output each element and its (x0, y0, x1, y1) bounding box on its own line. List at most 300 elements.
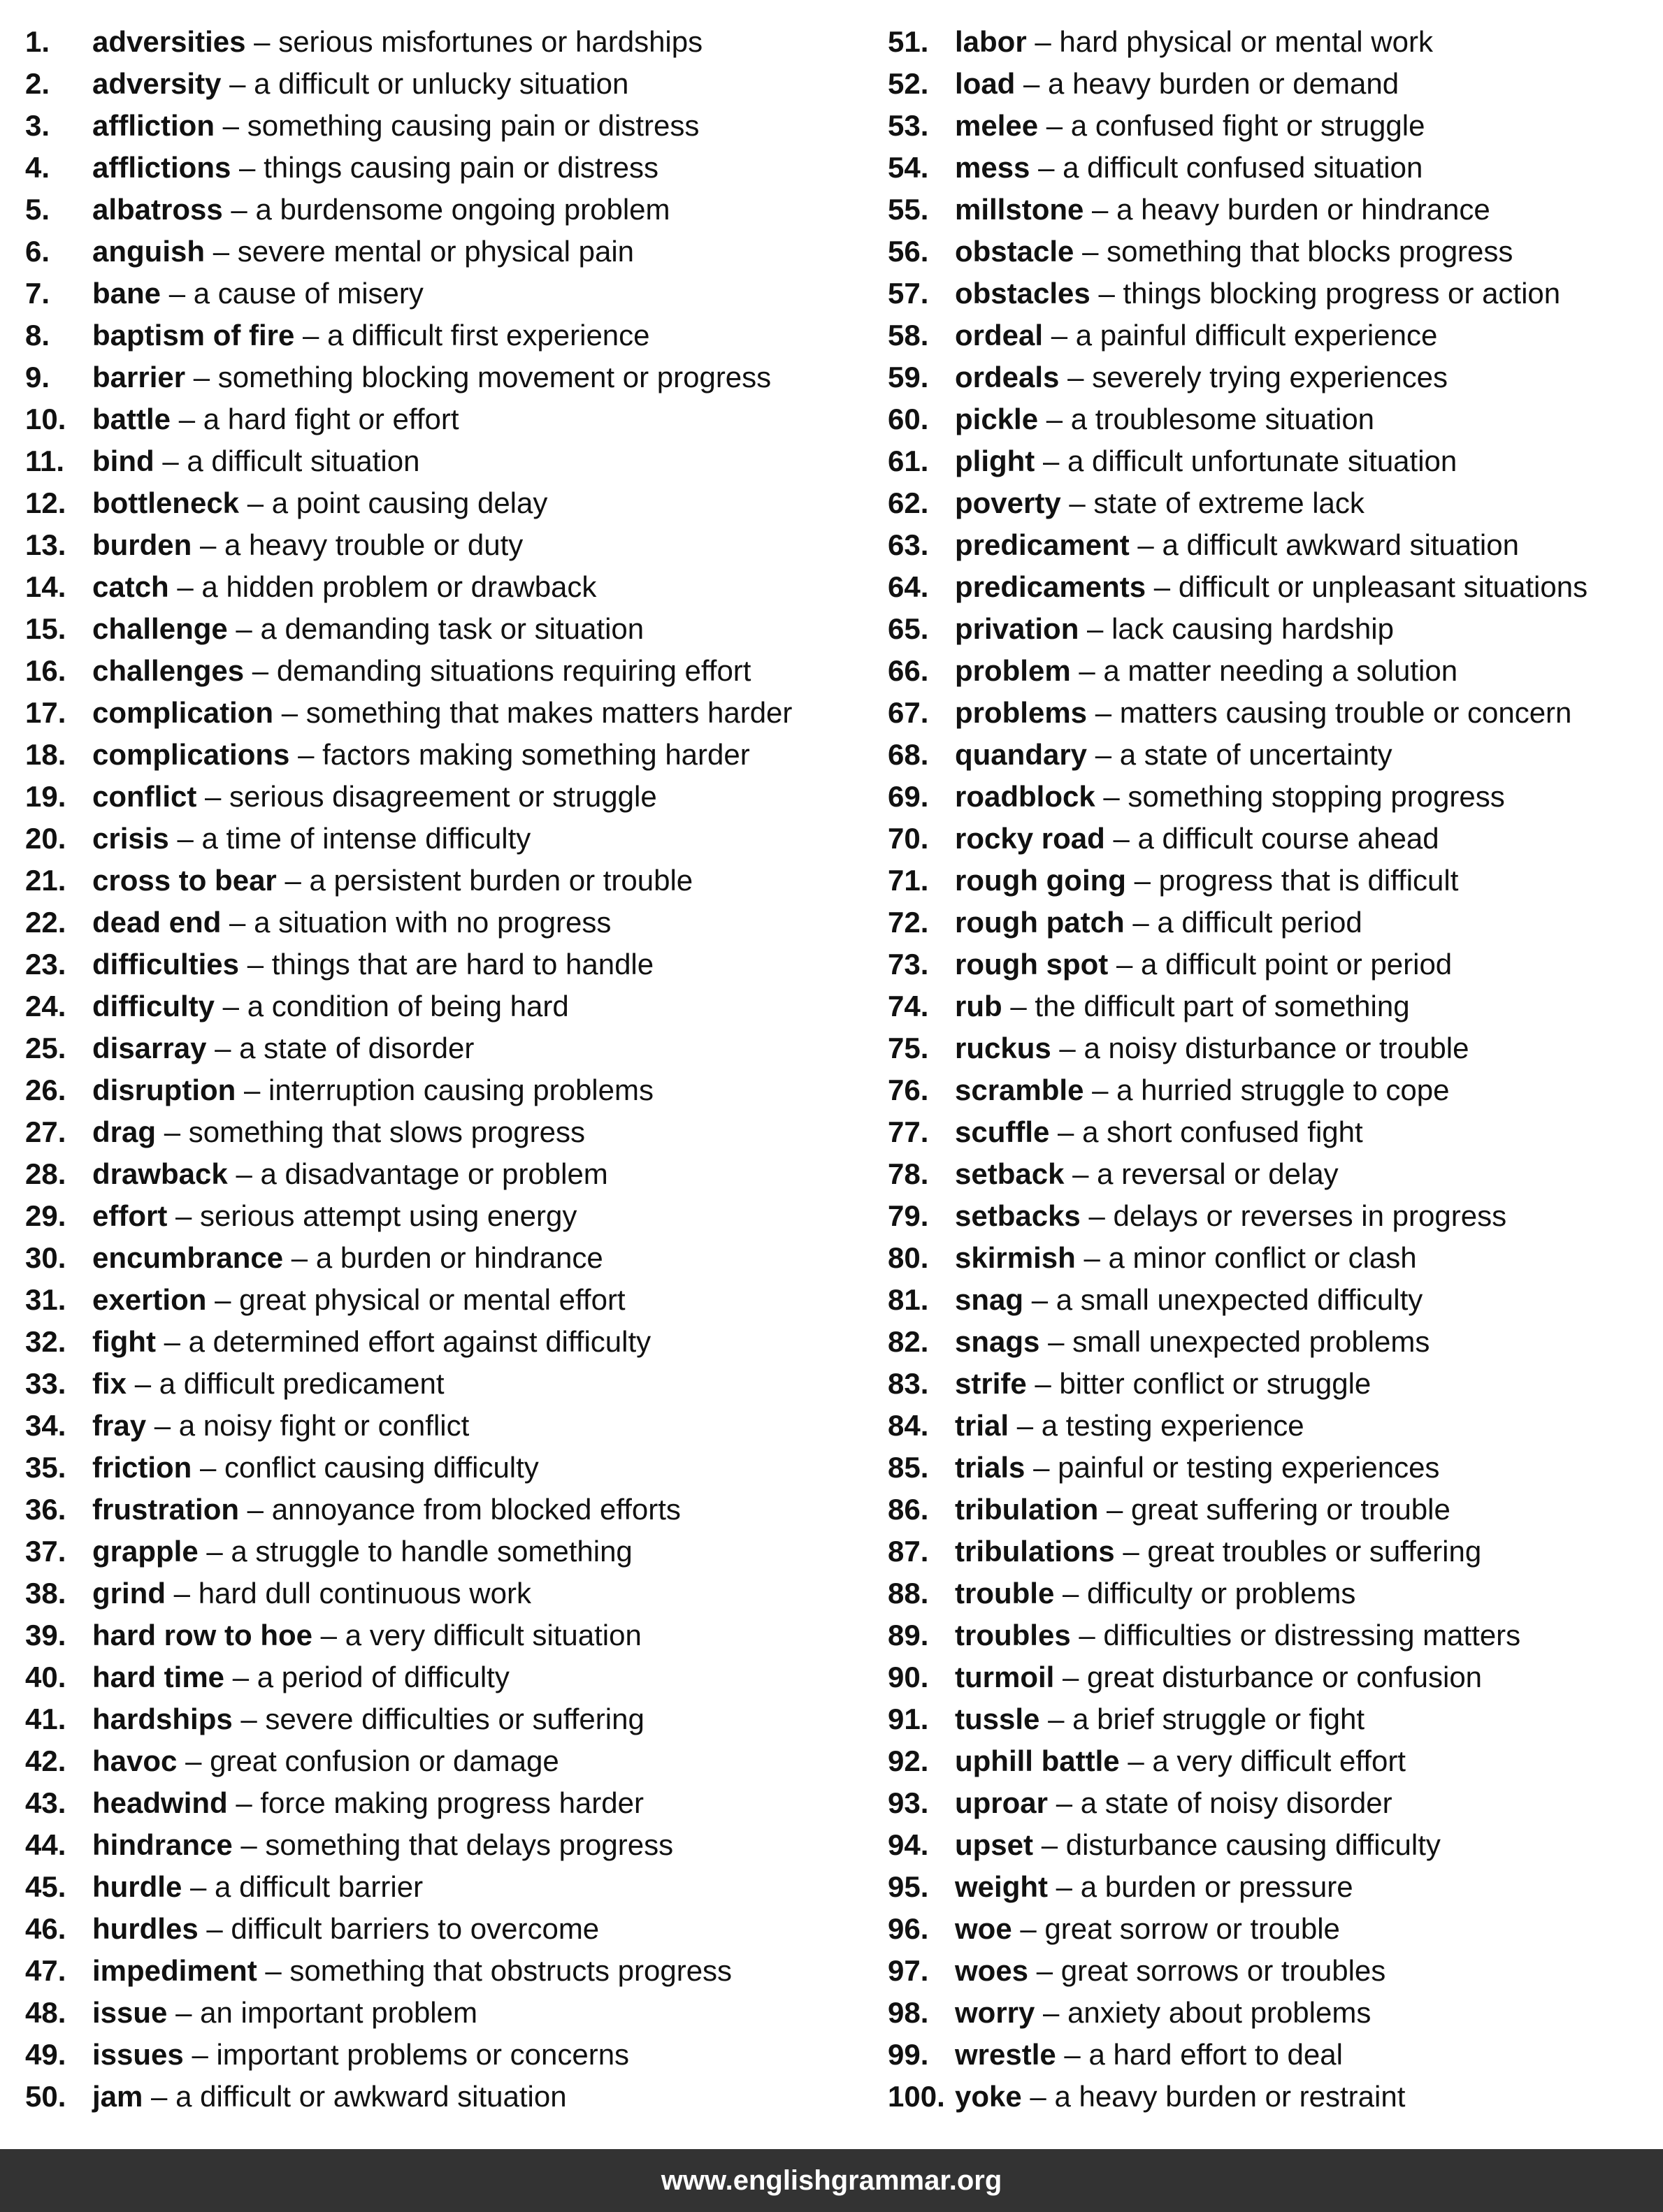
item-word: hurdles (92, 1912, 199, 1945)
list-item (25, 944, 857, 985)
item-text (92, 1950, 732, 1992)
item-text (955, 231, 1513, 273)
item-text (955, 1279, 1423, 1321)
item-text (92, 985, 569, 1027)
item-definition: a confused fight or struggle (1070, 109, 1425, 142)
item-number: 64. (888, 570, 929, 603)
item-definition: force making progress harder (260, 1786, 644, 1819)
item-definition: a hurried struggle to cope (1116, 1074, 1450, 1106)
item-definition: great sorrows or troubles (1060, 1954, 1386, 1987)
item-definition: factors making something harder (322, 738, 750, 771)
item-number: 38. (25, 1577, 66, 1610)
item-number: 84. (888, 1409, 929, 1442)
list-item (25, 818, 857, 860)
item-separator: – (222, 990, 240, 1022)
item-word: strife (955, 1367, 1027, 1400)
item-text (955, 776, 1505, 818)
item-separator: – (1063, 1661, 1079, 1693)
item-separator: – (151, 2080, 168, 2113)
item-text (92, 1573, 531, 1614)
list-item (25, 1573, 857, 1614)
item-number: 20. (25, 822, 66, 855)
item-separator: – (215, 1283, 231, 1316)
item-word: disarray (92, 1032, 207, 1064)
item-word: hard row to hoe (92, 1619, 312, 1651)
list-item (25, 231, 857, 273)
item-definition: a small unexpected difficulty (1056, 1283, 1423, 1316)
item-number: 1. (25, 25, 50, 58)
item-text (92, 1237, 603, 1279)
item-word: setback (955, 1157, 1065, 1190)
item-separator: – (185, 1744, 202, 1777)
item-word: plight (955, 444, 1035, 477)
item-number: 5. (25, 193, 50, 226)
item-definition: something that delays progress (265, 1828, 674, 1861)
item-word: frustration (92, 1493, 239, 1526)
list-item (888, 1908, 1657, 1950)
item-word: grapple (92, 1535, 199, 1568)
item-number: 60. (888, 403, 929, 435)
item-definition: things that are hard to handle (271, 948, 654, 981)
item-separator: – (215, 1032, 231, 1064)
item-word: bane (92, 277, 161, 310)
item-text (955, 1573, 1355, 1614)
item-text (92, 2034, 629, 2076)
item-separator: – (285, 864, 301, 897)
item-number: 52. (888, 67, 929, 100)
item-number: 36. (25, 1493, 66, 1526)
item-definition: difficulty or problems (1087, 1577, 1356, 1610)
item-separator: – (1033, 1451, 1050, 1484)
item-definition: a difficult first experience (327, 319, 650, 352)
item-word: privation (955, 612, 1079, 645)
item-separator: – (1038, 151, 1055, 184)
list-item (888, 1950, 1657, 1992)
item-definition: a hidden problem or drawback (201, 570, 597, 603)
list-item (25, 650, 857, 692)
item-number: 12. (25, 486, 66, 519)
item-separator: – (162, 444, 179, 477)
item-word: difficulties (92, 948, 240, 981)
item-word: rough patch (955, 906, 1125, 939)
list-item (888, 818, 1657, 860)
item-text (92, 482, 547, 524)
item-definition: a burden or hindrance (315, 1241, 603, 1274)
item-definition: things causing pain or distress (264, 151, 659, 184)
item-definition: state of extreme lack (1093, 486, 1365, 519)
item-number: 27. (25, 1115, 66, 1148)
item-separator: – (1103, 780, 1120, 813)
item-separator: – (320, 1619, 338, 1651)
list-item (888, 1489, 1657, 1531)
item-text (955, 1531, 1481, 1573)
list-item (25, 566, 857, 608)
item-separator: – (206, 1535, 223, 1568)
item-number: 63. (888, 528, 929, 561)
item-separator: – (1088, 1199, 1105, 1232)
item-definition: something blocking movement or progress (217, 361, 772, 393)
item-word: complication (92, 696, 274, 729)
word-list-column-left (25, 21, 857, 2118)
list-item (25, 1111, 857, 1153)
list-item (25, 1531, 857, 1573)
item-number: 59. (888, 361, 929, 393)
item-text (955, 1069, 1449, 1111)
item-separator: – (254, 25, 271, 58)
item-definition: a minor conflict or clash (1108, 1241, 1417, 1274)
item-number: 50. (25, 2080, 66, 2113)
item-definition: a difficult or unlucky situation (254, 67, 629, 100)
item-number: 44. (25, 1828, 66, 1861)
item-separator: – (1153, 570, 1171, 603)
item-word: roadblock (955, 780, 1095, 813)
item-word: burden (92, 528, 192, 561)
item-text (955, 692, 1571, 734)
item-separator: – (229, 906, 246, 939)
item-definition: a painful difficult experience (1075, 319, 1438, 352)
list-item (25, 1447, 857, 1489)
item-text (92, 1069, 654, 1111)
item-word: rough spot (955, 948, 1109, 981)
list-item (25, 524, 857, 566)
item-number: 46. (25, 1912, 66, 1945)
item-word: afflictions (92, 151, 231, 184)
list-item (888, 692, 1657, 734)
item-text (92, 356, 771, 398)
item-separator: – (1137, 528, 1154, 561)
item-word: snags (955, 1325, 1040, 1358)
item-separator: – (1106, 1493, 1123, 1526)
item-number: 23. (25, 948, 66, 981)
item-number: 95. (888, 1870, 929, 1903)
list-item (25, 1195, 857, 1237)
item-word: woes (955, 1954, 1029, 1987)
item-text (955, 1950, 1385, 1992)
item-number: 7. (25, 277, 50, 310)
item-separator: – (1031, 1283, 1049, 1316)
item-definition: severe mental or physical pain (237, 235, 635, 268)
item-word: trials (955, 1451, 1025, 1484)
item-word: challenge (92, 612, 228, 645)
item-number: 98. (888, 1996, 929, 2029)
item-number: 91. (888, 1703, 929, 1735)
item-separator: – (192, 2038, 208, 2071)
item-number: 97. (888, 1954, 929, 1987)
item-word: albatross (92, 193, 223, 226)
item-text (92, 1782, 644, 1824)
item-word: turmoil (955, 1661, 1055, 1693)
item-number: 55. (888, 193, 929, 226)
item-separator: – (173, 1577, 191, 1610)
item-definition: a difficult point or period (1141, 948, 1453, 981)
list-item (888, 1069, 1657, 1111)
item-separator: – (154, 1409, 171, 1442)
item-definition: a state of noisy disorder (1080, 1786, 1392, 1819)
item-word: tribulation (955, 1493, 1099, 1526)
item-separator: – (1064, 2038, 1081, 2071)
item-definition: a difficult predicament (159, 1367, 445, 1400)
item-definition: hard dull continuous work (198, 1577, 531, 1610)
item-word: tribulations (955, 1535, 1115, 1568)
list-item (25, 692, 857, 734)
item-number: 8. (25, 319, 50, 352)
item-definition: severe difficulties or suffering (265, 1703, 645, 1735)
item-separator: – (1132, 906, 1149, 939)
item-word: crisis (92, 822, 169, 855)
item-word: jam (92, 2080, 143, 2113)
item-word: hindrance (92, 1828, 233, 1861)
item-separator: – (1058, 1115, 1074, 1148)
item-text (955, 273, 1560, 315)
item-word: ordeal (955, 319, 1044, 352)
item-word: quandary (955, 738, 1088, 771)
item-word: issue (92, 1996, 168, 2029)
item-word: dead end (92, 906, 222, 939)
list-item (25, 902, 857, 944)
item-word: obstacles (955, 277, 1090, 310)
item-separator: – (1046, 109, 1063, 142)
item-separator: – (222, 109, 240, 142)
item-text (955, 944, 1452, 985)
item-text (955, 524, 1519, 566)
item-number: 31. (25, 1283, 66, 1316)
item-word: adversities (92, 25, 246, 58)
item-text (92, 398, 459, 440)
item-definition: the difficult part of something (1035, 990, 1410, 1022)
item-text (92, 1363, 445, 1405)
item-word: weight (955, 1870, 1048, 1903)
footer-url[interactable]: www.englishgrammar.org (661, 2165, 1002, 2196)
item-text (955, 1782, 1392, 1824)
item-word: obstacle (955, 235, 1074, 268)
item-separator: – (1046, 403, 1063, 435)
item-text (92, 1489, 681, 1531)
item-word: fight (92, 1325, 156, 1358)
item-separator: – (252, 654, 269, 687)
item-text (955, 1363, 1371, 1405)
item-number: 53. (888, 109, 929, 142)
item-separator: – (1051, 319, 1068, 352)
item-number: 9. (25, 361, 50, 393)
word-list-column-right (888, 21, 1657, 2118)
item-text (955, 1405, 1304, 1447)
item-word: setbacks (955, 1199, 1081, 1232)
item-number: 45. (25, 1870, 66, 1903)
list-item (25, 1824, 857, 1866)
item-definition: a hard effort to deal (1088, 2038, 1343, 2071)
item-text (955, 1153, 1339, 1195)
item-number: 49. (25, 2038, 66, 2071)
item-text (92, 147, 658, 189)
list-item (888, 1992, 1657, 2034)
item-word: encumbrance (92, 1241, 284, 1274)
list-item (888, 356, 1657, 398)
item-definition: an important problem (200, 1996, 477, 2029)
item-definition: a noisy fight or conflict (178, 1409, 470, 1442)
item-definition: a difficult or awkward situation (175, 2080, 567, 2113)
item-separator: – (247, 1493, 264, 1526)
item-definition: a demanding task or situation (260, 612, 645, 645)
item-separator: – (1079, 654, 1095, 687)
list-item (888, 2034, 1657, 2076)
item-number: 62. (888, 486, 929, 519)
list-item (25, 985, 857, 1027)
list-item (888, 1153, 1657, 1195)
item-number: 85. (888, 1451, 929, 1484)
item-number: 48. (25, 1996, 66, 2029)
item-text (955, 734, 1392, 776)
list-item (25, 189, 857, 231)
item-separator: – (1067, 361, 1084, 393)
list-item (25, 608, 857, 650)
item-separator: – (1041, 1828, 1058, 1861)
item-number: 57. (888, 277, 929, 310)
list-item (25, 1069, 857, 1111)
item-number: 89. (888, 1619, 929, 1651)
item-definition: a difficult situation (187, 444, 420, 477)
item-number: 41. (25, 1703, 66, 1735)
item-text (955, 63, 1399, 105)
item-word: upset (955, 1828, 1034, 1861)
item-word: challenges (92, 654, 245, 687)
item-text (92, 608, 644, 650)
item-separator: – (193, 361, 210, 393)
item-definition: something that blocks progress (1107, 235, 1513, 268)
item-word: exertion (92, 1283, 207, 1316)
item-text (955, 985, 1410, 1027)
list-item (25, 1782, 857, 1824)
item-word: ruckus (955, 1032, 1051, 1064)
item-number: 90. (888, 1661, 929, 1693)
item-text (92, 105, 699, 147)
list-item (25, 1489, 857, 1531)
item-definition: a heavy trouble or duty (224, 528, 524, 561)
item-definition: interruption causing problems (268, 1074, 654, 1106)
item-definition: a difficult confused situation (1063, 151, 1423, 184)
item-definition: a difficult barrier (215, 1870, 424, 1903)
item-separator: – (1023, 67, 1040, 100)
item-text (955, 315, 1437, 356)
item-number: 61. (888, 444, 929, 477)
item-text (955, 2076, 1405, 2118)
list-item (25, 273, 857, 315)
list-item (888, 608, 1657, 650)
item-definition: a determined effort against difficulty (188, 1325, 651, 1358)
item-text (92, 273, 424, 315)
item-number: 25. (25, 1032, 66, 1064)
item-word: troubles (955, 1619, 1071, 1651)
item-word: anguish (92, 235, 206, 268)
item-word: millstone (955, 193, 1084, 226)
item-number: 56. (888, 235, 929, 268)
item-separator: – (1072, 1157, 1089, 1190)
item-number: 6. (25, 235, 50, 268)
item-word: mess (955, 151, 1030, 184)
item-text (92, 231, 634, 273)
list-item (25, 1363, 857, 1405)
item-number: 2. (25, 67, 50, 100)
item-definition: something that obstructs progress (289, 1954, 733, 1987)
item-definition: difficult or unpleasant situations (1178, 570, 1588, 603)
list-item (25, 1614, 857, 1656)
item-number: 47. (25, 1954, 66, 1987)
item-number: 58. (888, 319, 929, 352)
list-item (888, 482, 1657, 524)
item-separator: – (1048, 1325, 1065, 1358)
item-text (955, 356, 1448, 398)
item-text (955, 1195, 1506, 1237)
list-item (888, 231, 1657, 273)
list-item (25, 105, 857, 147)
item-number: 15. (25, 612, 66, 645)
item-word: conflict (92, 780, 197, 813)
item-separator: – (1063, 1577, 1079, 1610)
item-definition: something that makes matters harder (305, 696, 793, 729)
list-item (25, 398, 857, 440)
item-definition: a heavy burden or demand (1048, 67, 1399, 100)
item-text (955, 1111, 1363, 1153)
item-separator: – (213, 235, 230, 268)
item-text (92, 650, 751, 692)
item-separator: – (1042, 444, 1060, 477)
list-item (888, 189, 1657, 231)
list-item (25, 860, 857, 902)
item-text (92, 1027, 474, 1069)
item-separator: – (232, 1661, 250, 1693)
item-number: 99. (888, 2038, 929, 2071)
item-separator: – (200, 528, 217, 561)
item-separator: – (177, 570, 194, 603)
item-number: 94. (888, 1828, 929, 1861)
item-definition: a condition of being hard (247, 990, 569, 1022)
item-number: 87. (888, 1535, 929, 1568)
list-item (888, 21, 1657, 63)
item-number: 69. (888, 780, 929, 813)
list-item (888, 1740, 1657, 1782)
item-number: 68. (888, 738, 929, 771)
list-item (888, 1782, 1657, 1824)
item-definition: bitter conflict or struggle (1059, 1367, 1372, 1400)
item-separator: – (1020, 1912, 1037, 1945)
item-text (955, 566, 1588, 608)
item-word: melee (955, 109, 1039, 142)
item-definition: something causing pain or distress (247, 109, 700, 142)
item-word: scuffle (955, 1115, 1050, 1148)
item-number: 82. (888, 1325, 929, 1358)
item-definition: a difficult period (1157, 906, 1362, 939)
list-item (888, 1111, 1657, 1153)
item-definition: hard physical or mental work (1059, 25, 1433, 58)
item-text (92, 1992, 477, 2034)
item-separator: – (1082, 235, 1099, 268)
item-separator: – (1059, 1032, 1076, 1064)
item-word: cross to bear (92, 864, 277, 897)
item-word: complications (92, 738, 290, 771)
item-separator: – (1123, 1535, 1139, 1568)
item-separator: – (168, 277, 186, 310)
list-item (888, 1195, 1657, 1237)
item-text (92, 21, 703, 63)
item-definition: a short confused fight (1082, 1115, 1363, 1148)
item-separator: – (205, 780, 222, 813)
item-number: 80. (888, 1241, 929, 1274)
item-definition: great disturbance or confusion (1087, 1661, 1483, 1693)
item-definition: matters causing trouble or concern (1119, 696, 1572, 729)
item-separator: – (265, 1954, 282, 1987)
item-text (92, 1153, 608, 1195)
item-word: uproar (955, 1786, 1049, 1819)
item-separator: – (236, 1786, 252, 1819)
